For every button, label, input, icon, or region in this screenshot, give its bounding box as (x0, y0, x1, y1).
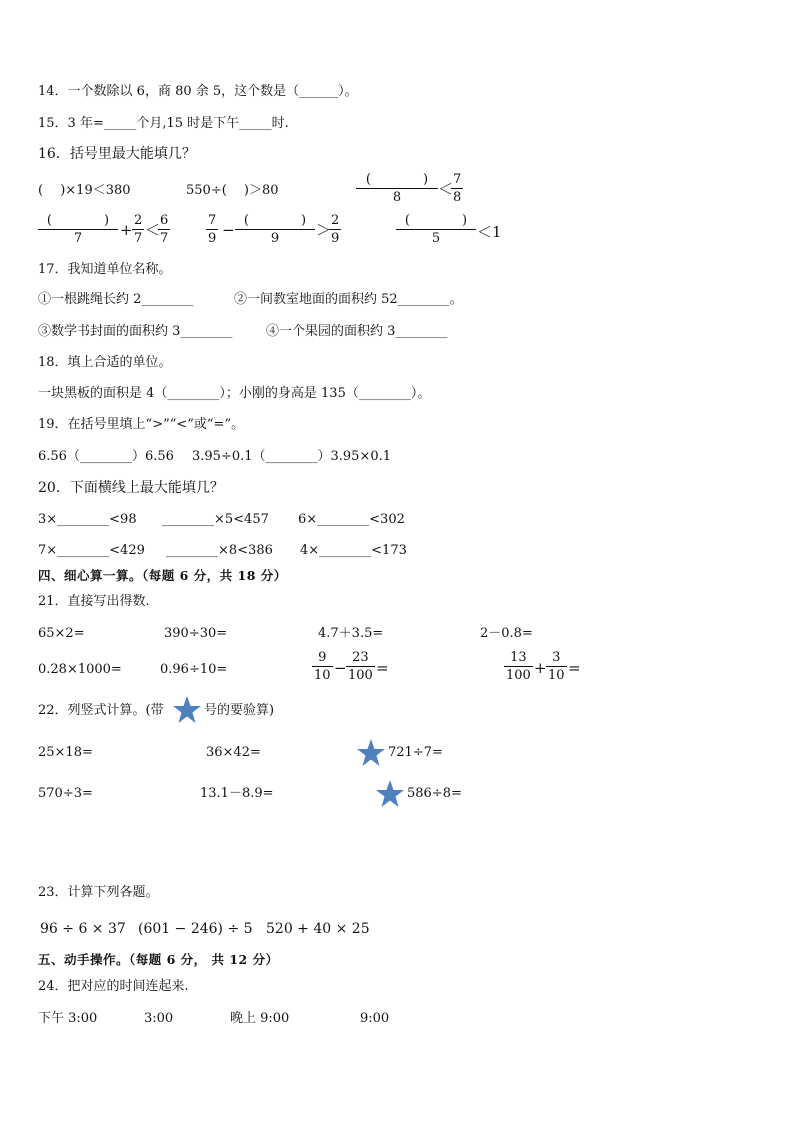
q21-item: 2－0.8= (480, 626, 533, 641)
question-16-title: 16．括号里最大能填几？ (38, 146, 196, 162)
question-17-title: 17．我知道单位名称。 (38, 262, 172, 277)
q16-d-fraction-2 (132, 213, 144, 246)
numerator: 7 (453, 172, 462, 187)
q21-item: 4.7＋3.5= (318, 626, 384, 641)
q16-e-fraction-1 (206, 213, 218, 246)
q16-f-rhs: ＜1 (477, 223, 502, 241)
question-22-title-a: 22．列竖式计算。(带 (38, 703, 164, 718)
q16-item-b: 550÷( )＞80 (186, 183, 279, 198)
q17-item-4: ④一个果园的面积约 3________ (266, 324, 448, 339)
denominator: 10 (548, 668, 565, 683)
minus-sign: − (222, 221, 235, 239)
numerator: 6 (160, 213, 169, 228)
question-22-title-b: 号的要验算) (204, 703, 275, 718)
plus-sign: + (534, 659, 547, 677)
q23-item-a: 96 ÷ 6 × 37 (40, 921, 126, 937)
star-icon (375, 779, 405, 809)
equals-sign: = (376, 659, 389, 677)
denominator: 7 (160, 231, 169, 246)
numerator: 13 (510, 650, 527, 665)
q16-e-fraction-3 (329, 213, 341, 246)
q16-item-a: ( )×19＜380 (38, 183, 131, 198)
section-5-heading: 五、动手操作。（每题 6 分， 共 12 分） (38, 952, 279, 967)
q22-item: 570÷3= (38, 786, 93, 801)
question-21-title: 21．直接写出得数. (38, 594, 150, 609)
numerator: 3 (552, 650, 561, 665)
question-15: 15．3 年=_____个月,15 时是下午_____时. (38, 116, 289, 131)
q21-item: 390÷30= (164, 626, 228, 641)
q24-time: 9:00 (360, 1011, 390, 1026)
numerator: 2 (331, 213, 340, 228)
q18-line: 一块黑板的面积是 4（________）；小刚的身高是 135（________）。 (38, 386, 431, 401)
q21-fraction-13-100 (504, 650, 533, 683)
equals-sign: = (568, 659, 581, 677)
question-20-title: 20．下面横线上最大能填几？ (38, 480, 224, 496)
greater-than-sign: ＞ (316, 221, 332, 239)
q17-item-2: ②一间教室地面的面积约 52________。 (234, 292, 463, 307)
denominator: 9 (270, 231, 280, 246)
plus-sign: + (120, 221, 133, 239)
q22-item: 13.1－8.9= (200, 786, 274, 801)
q24-time: 3:00 (144, 1011, 174, 1026)
q16-d-fraction-3 (158, 213, 170, 246)
denominator: 100 (348, 668, 373, 683)
q16-d-fraction (38, 213, 118, 246)
q17-item-3: ③数学书封面的面积约 3________ (38, 324, 233, 339)
star-icon (172, 695, 202, 725)
question-23-title: 23．计算下列各题。 (38, 885, 159, 900)
numerator: 2 (134, 213, 143, 228)
section-4-heading: 四、细心算一算。（每题 6 分，共 18 分） (38, 568, 287, 583)
q22-item: 36×42= (206, 745, 261, 760)
denominator: 7 (73, 231, 83, 246)
q21-fraction-9-10 (312, 650, 333, 683)
numerator: ( ) (404, 213, 468, 228)
numerator: ( ) (46, 213, 110, 228)
q21-item: 0.28×1000= (38, 662, 122, 677)
q20-item: 4×________<173 (300, 543, 407, 558)
q22-item: 721÷7= (388, 745, 443, 760)
q19-item-a: 6.56（________）6.56 (38, 449, 174, 464)
denominator: 8 (453, 190, 462, 205)
numerator: ( ) (365, 172, 429, 187)
q21-item: 65×2= (38, 626, 85, 641)
q16-f-fraction (396, 213, 476, 246)
denominator: 9 (208, 231, 217, 246)
q20-item: ________×5<457 (162, 512, 269, 527)
question-18-title: 18．填上合适的单位。 (38, 355, 172, 370)
denominator: 10 (314, 668, 331, 683)
minus-sign: − (334, 659, 347, 677)
q24-time: 下午 3:00 (38, 1011, 98, 1026)
numerator: 9 (318, 650, 327, 665)
less-than-sign: ＜ (438, 180, 454, 198)
q21-fraction-23-100 (346, 650, 375, 683)
q22-item: 586÷8= (407, 786, 462, 801)
question-24-title: 24．把对应的时间连起来. (38, 979, 189, 994)
q21-fraction-3-10 (546, 650, 567, 683)
q21-item: 0.96÷10= (160, 662, 228, 677)
q20-item: ________×8<386 (166, 543, 273, 558)
q23-item-c: 520 + 40 × 25 (266, 921, 370, 937)
q16-c-fraction (356, 172, 438, 205)
question-19-title: 19．在括号里填上“>”“<”或“=”。 (38, 417, 245, 432)
q22-item: 25×18= (38, 745, 93, 760)
question-14: 14．一个数除以 6，商 80 余 5，这个数是（______）。 (38, 84, 358, 99)
q23-item-b: (601 − 246) ÷ 5 (138, 921, 253, 937)
q16-e-fraction-2 (235, 213, 315, 246)
denominator: 8 (392, 190, 402, 205)
denominator: 7 (134, 231, 143, 246)
q20-item: 7×________<429 (38, 543, 145, 558)
numerator: ( ) (243, 213, 307, 228)
less-than-sign: ＜ (145, 221, 161, 239)
numerator: 23 (352, 650, 369, 665)
q19-item-b: 3.95÷0.1（________）3.95×0.1 (192, 449, 392, 464)
numerator: 7 (208, 213, 217, 228)
star-icon (356, 738, 386, 768)
q16-c-rhs-fraction (451, 172, 463, 205)
denominator: 5 (431, 231, 441, 246)
denominator: 9 (331, 231, 340, 246)
denominator: 100 (506, 668, 531, 683)
q17-item-1: ①一根跳绳长约 2________ (38, 292, 194, 307)
q20-item: 3×________<98 (38, 512, 137, 527)
q20-item: 6×________<302 (298, 512, 405, 527)
q24-time: 晚上 9:00 (230, 1011, 290, 1026)
